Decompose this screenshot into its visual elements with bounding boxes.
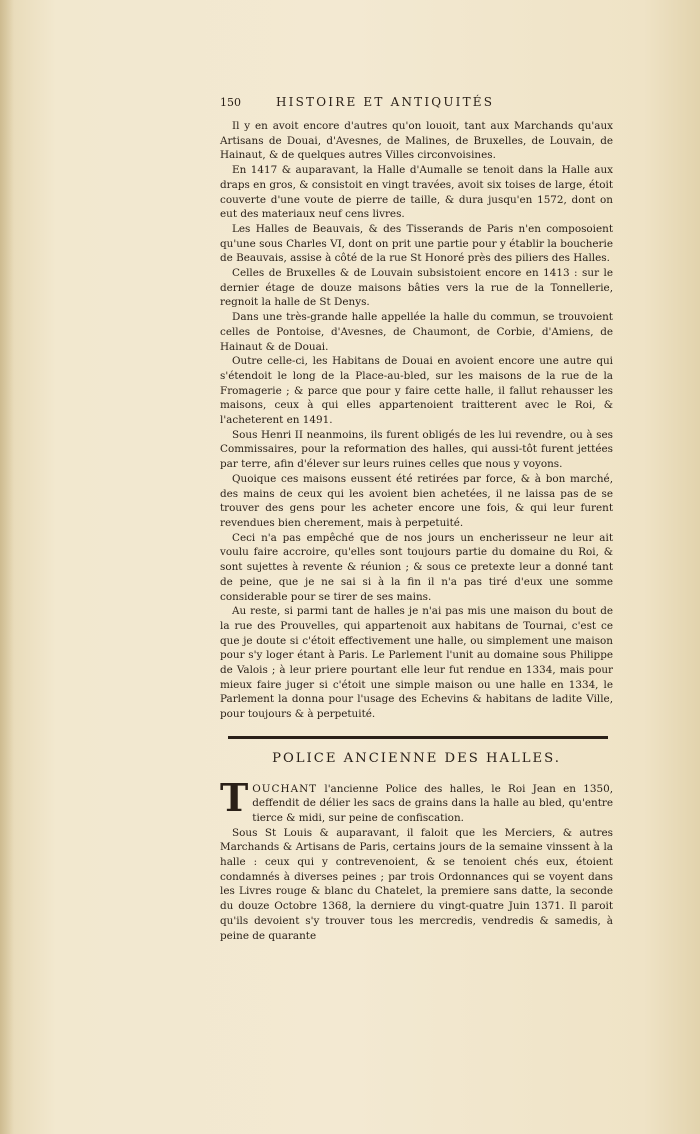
paragraph: Au reste, si parmi tant de halles je n'ai pas mis une maison du bout de la rue des Prouvelles, qui appartenoit aux habitans de Tournai, c'est ce que je doute si c'étoit effectivement une halle, ou simplement une maison pour s'y loger étant à Paris. Le Parlement l'unit au domaine sous Philippe de Valois ; à leur priere pourtant elle leur fut rendue en 1334, mais pour mieux faire juger si c'étoit une simple maison ou une halle en 1334, le Parlement la donna pour l'usage des Echevins & habitans de ladite Ville, pour toujours & à perpetuité. [220, 605, 613, 721]
page-header [220, 95, 613, 119]
section-first-paragraph [220, 774, 613, 826]
page-edge-shadow [0, 0, 14, 1134]
paragraph: Sous St Louis & auparavant, il faloit que les Merciers, & autres Marchands & Artisans de Paris, certains jours de la semaine vinssent à la halle : ceux qui y contrevenoient, & se tenoient chés eux, étoient condamnés à diverses peines ; par trois Ordonnances qui se voyent dans les Livres rouge & blanc du Chatelet, la premiere sans datte, la seconde du douze Octobre 1368, la derniere du vingt-quatre Juin 1371. Il paroit qu'ils devoient s'y trouver tous les mercredis, vendredis & samedis, à peine de quarante [220, 826, 613, 942]
section-title: POLICE ANCIENNE DES HALLES. [272, 750, 561, 766]
paragraph: En 1417 & auparavant, la Halle d'Aumalle se tenoit dans la Halle aux draps en gros, & consistoit en vingt travées, avoit six toises de large, étoit couverte d'une voute de pierre de taille, & dura jusqu'en 1572, dont on eut des materiaux neuf cens livres. [220, 164, 613, 221]
first-word: OUCHANT [252, 782, 318, 795]
text-block [220, 95, 613, 943]
first-paragraph-text: l'ancienne Police des halles, le Roi Jean en 1350, deffendit de délier les sacs de grains dans la halle au bled, qu'entre tierce & midi, sur peine de confiscation. [252, 782, 613, 824]
paragraph: Il y en avoit encore d'autres qu'on louoit, tant aux Marchands qu'aux Artisans de Douai, d'Avesnes, de Malines, de Bruxelles, de Louvain, de Hainaut, & de quelques autres Villes circonvoisines. [220, 120, 613, 162]
running-title: HISTOIRE ET ANTIQUITÉS [276, 95, 495, 109]
paragraph: Ceci n'a pas empêché que de nos jours un encherisseur ne leur ait voulu faire accroire, qu'elles sont toujours partie du domaine du Roi, & sont sujettes à revente & réunion ; & sous ce pretexte leur a donné tant de peine, que je ne sai si à la fin il n'a pas tiré d'eux une somme considerable pour se tirer de ses mains. [220, 531, 613, 603]
drop-cap: T [220, 774, 249, 820]
paragraph: Outre celle-ci, les Habitans de Douai en avoient encore une autre qui s'étendoit le long de la Place-au-bled, sur les maisons de la rue de la Fromagerie ; & parce que pour y faire cette halle, il fallut rehausser les maisons, ceux à qui elles appartenoient traitterent avec le Roi, & l'acheterent en 1491. [220, 355, 613, 427]
paragraph: Celles de Bruxelles & de Louvain subsistoient encore en 1413 : sur le dernier étage de douze maisons bâties vers la rue de la Tonnellerie, regnoit la halle de St Denys. [220, 267, 613, 309]
section-divider-rule [228, 736, 608, 739]
paragraph: Quoique ces maisons eussent été retirées par force, & à bon marché, des mains de ceux qui les avoient bien achetées, il ne laissa pas de se trouver des gens pour les acheter encore une fois, & qui leur furent revendues bien cherement, mais à perpetuité. [220, 472, 613, 529]
page-number: 150 [220, 96, 241, 109]
paragraph: Les Halles de Beauvais, & des Tisserands de Paris n'en composoient qu'une sous Charles VI, dont on prit une partie pour y établir la boucherie de Beauvais, assise à côté de la rue St Honoré près des piliers des Halles. [220, 222, 613, 265]
paragraph: Sous Henri II neanmoins, ils furent obligés de les lui revendre, ou à ses Commissaires, pour la reformation des halles, qui aussi-tôt furent jettées par terre, afin d'élever sur leurs ruines celles que nous y voyons. [220, 428, 613, 471]
paragraph: Dans une très-grande halle appellée la halle du commun, se trouvoient celles de Pontoise, d'Avesnes, de Chaumont, de Corbie, d'Amiens, de Hainaut & de Douai. [220, 311, 613, 353]
